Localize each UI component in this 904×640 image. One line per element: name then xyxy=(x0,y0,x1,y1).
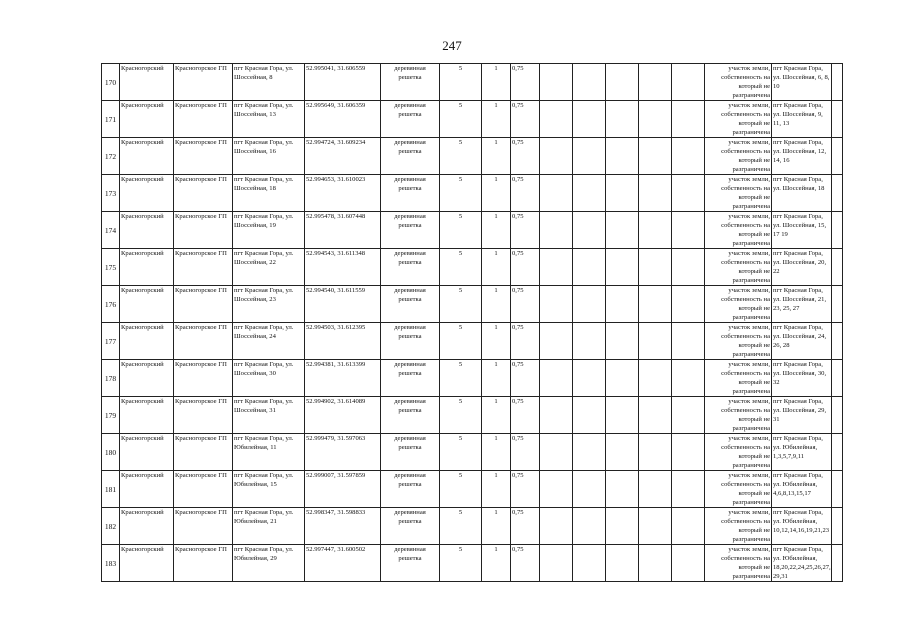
row-number: 181 xyxy=(102,471,120,508)
count-a-cell: 5 xyxy=(440,323,482,360)
coordinates-cell: 52.995649, 31.606359 xyxy=(305,101,381,138)
count-a-cell: 5 xyxy=(440,212,482,249)
district-cell: Красногорский xyxy=(120,249,174,286)
row-number: 174 xyxy=(102,212,120,249)
empty-cell xyxy=(573,508,606,545)
district-cell: Красногорский xyxy=(120,360,174,397)
empty-cell xyxy=(639,286,672,323)
served-addresses-cell: пгт Красная Гора, ул. Шоссейная, 15, 17 19 xyxy=(772,212,832,249)
table-row xyxy=(102,64,843,101)
empty-cell xyxy=(540,175,573,212)
ownership-cell: участок земли, собственность на который не разграничена xyxy=(705,212,772,249)
count-b-cell: 1 xyxy=(482,249,511,286)
empty-cell xyxy=(672,64,705,101)
volume-cell: 0,75 xyxy=(511,434,540,471)
ownership-cell: участок земли, собственность на который не разграничена xyxy=(705,286,772,323)
empty-cell xyxy=(573,323,606,360)
empty-cell xyxy=(606,323,639,360)
served-addresses-cell: пгт Красная Гора, ул. Шоссейная, 6, 8, 10 xyxy=(772,64,832,101)
served-addresses-cell: пгт Красная Гора, ул. Шоссейная, 18 xyxy=(772,175,832,212)
container-type-cell: деревянная решетка xyxy=(381,323,440,360)
table-body xyxy=(102,64,843,582)
coordinates-cell: 52.995041, 31.606559 xyxy=(305,64,381,101)
empty-cell xyxy=(672,286,705,323)
table-row xyxy=(102,212,843,249)
district-cell: Красногорский xyxy=(120,471,174,508)
empty-cell xyxy=(540,64,573,101)
coordinates-cell: 52.994381, 31.613399 xyxy=(305,360,381,397)
coordinates-cell: 52.994540, 31.611559 xyxy=(305,286,381,323)
container-type-cell: деревянная решетка xyxy=(381,360,440,397)
count-a-cell: 5 xyxy=(440,175,482,212)
container-type-cell: деревянная решетка xyxy=(381,471,440,508)
container-type-cell: деревянная решетка xyxy=(381,508,440,545)
coordinates-cell: 52.998347, 31.598833 xyxy=(305,508,381,545)
served-addresses-cell: пгт Красная Гора, ул. Юбилейная, 1,3,5,7,9,11 xyxy=(772,434,832,471)
empty-cell xyxy=(672,249,705,286)
empty-cell xyxy=(606,508,639,545)
settlement-cell: Красногорское ГП xyxy=(174,471,233,508)
count-a-cell: 5 xyxy=(440,434,482,471)
ownership-cell: участок земли, собственность на который не разграничена xyxy=(705,249,772,286)
empty-cell xyxy=(573,138,606,175)
empty-cell xyxy=(573,175,606,212)
empty-cell xyxy=(573,286,606,323)
empty-cell xyxy=(832,64,843,101)
address-cell: пгт Красная Гора, ул. Шоссейная, 31 xyxy=(233,397,305,434)
empty-cell xyxy=(832,101,843,138)
empty-cell xyxy=(540,434,573,471)
address-cell: пгт Красная Гора, ул. Шоссейная, 8 xyxy=(233,64,305,101)
address-cell: пгт Красная Гора, ул. Шоссейная, 22 xyxy=(233,249,305,286)
empty-cell xyxy=(606,545,639,582)
container-type-cell: деревянная решетка xyxy=(381,434,440,471)
district-cell: Красногорский xyxy=(120,64,174,101)
empty-cell xyxy=(639,508,672,545)
empty-cell xyxy=(573,101,606,138)
empty-cell xyxy=(573,545,606,582)
address-cell: пгт Красная Гора, ул. Шоссейная, 23 xyxy=(233,286,305,323)
count-b-cell: 1 xyxy=(482,508,511,545)
district-cell: Красногорский xyxy=(120,175,174,212)
row-number: 172 xyxy=(102,138,120,175)
volume-cell: 0,75 xyxy=(511,138,540,175)
coordinates-cell: 52.999007, 31.597859 xyxy=(305,471,381,508)
district-cell: Красногорский xyxy=(120,508,174,545)
empty-cell xyxy=(672,471,705,508)
count-a-cell: 5 xyxy=(440,286,482,323)
empty-cell xyxy=(606,64,639,101)
table-row xyxy=(102,286,843,323)
address-cell: пгт Красная Гора, ул. Юбилейная, 15 xyxy=(233,471,305,508)
count-b-cell: 1 xyxy=(482,397,511,434)
district-cell: Красногорский xyxy=(120,397,174,434)
page-number: 247 xyxy=(442,38,462,53)
volume-cell: 0,75 xyxy=(511,360,540,397)
table-row xyxy=(102,397,843,434)
ownership-cell: участок земли, собственность на который не разграничена xyxy=(705,397,772,434)
district-cell: Красногорский xyxy=(120,545,174,582)
empty-cell xyxy=(639,64,672,101)
coordinates-cell: 52.994902, 31.614089 xyxy=(305,397,381,434)
table-row xyxy=(102,138,843,175)
ownership-cell: участок земли, собственность на который не разграничена xyxy=(705,64,772,101)
row-number: 182 xyxy=(102,508,120,545)
empty-cell xyxy=(606,360,639,397)
empty-cell xyxy=(672,212,705,249)
count-a-cell: 5 xyxy=(440,138,482,175)
empty-cell xyxy=(832,212,843,249)
row-number: 175 xyxy=(102,249,120,286)
volume-cell: 0,75 xyxy=(511,471,540,508)
district-cell: Красногорский xyxy=(120,286,174,323)
empty-cell xyxy=(832,397,843,434)
empty-cell xyxy=(639,323,672,360)
table-row xyxy=(102,249,843,286)
settlement-cell: Красногорское ГП xyxy=(174,434,233,471)
settlement-cell: Красногорское ГП xyxy=(174,508,233,545)
empty-cell xyxy=(540,101,573,138)
empty-cell xyxy=(672,138,705,175)
settlement-cell: Красногорское ГП xyxy=(174,286,233,323)
empty-cell xyxy=(573,360,606,397)
settlement-cell: Красногорское ГП xyxy=(174,175,233,212)
ownership-cell: участок земли, собственность на который не разграничена xyxy=(705,434,772,471)
empty-cell xyxy=(832,175,843,212)
empty-cell xyxy=(639,545,672,582)
count-b-cell: 1 xyxy=(482,212,511,249)
row-number: 179 xyxy=(102,397,120,434)
table-row xyxy=(102,434,843,471)
empty-cell xyxy=(832,249,843,286)
empty-cell xyxy=(606,249,639,286)
empty-cell xyxy=(540,397,573,434)
empty-cell xyxy=(606,397,639,434)
address-cell: пгт Красная Гора, ул. Шоссейная, 13 xyxy=(233,101,305,138)
empty-cell xyxy=(573,64,606,101)
container-type-cell: деревянная решетка xyxy=(381,286,440,323)
row-number: 177 xyxy=(102,323,120,360)
count-a-cell: 5 xyxy=(440,545,482,582)
container-type-cell: деревянная решетка xyxy=(381,101,440,138)
empty-cell xyxy=(832,471,843,508)
coordinates-cell: 52.994653, 31.610023 xyxy=(305,175,381,212)
table-row xyxy=(102,545,843,582)
address-cell: пгт Красная Гора, ул. Юбилейная, 29 xyxy=(233,545,305,582)
empty-cell xyxy=(540,212,573,249)
empty-cell xyxy=(540,508,573,545)
address-cell: пгт Красная Гора, ул. Шоссейная, 30 xyxy=(233,360,305,397)
count-b-cell: 1 xyxy=(482,138,511,175)
empty-cell xyxy=(639,212,672,249)
empty-cell xyxy=(606,212,639,249)
volume-cell: 0,75 xyxy=(511,545,540,582)
empty-cell xyxy=(639,360,672,397)
empty-cell xyxy=(672,323,705,360)
ownership-cell: участок земли, собственность на который не разграничена xyxy=(705,138,772,175)
empty-cell xyxy=(672,101,705,138)
container-type-cell: деревянная решетка xyxy=(381,545,440,582)
settlement-cell: Красногорское ГП xyxy=(174,64,233,101)
volume-cell: 0,75 xyxy=(511,175,540,212)
empty-cell xyxy=(832,360,843,397)
empty-cell xyxy=(672,545,705,582)
empty-cell xyxy=(540,249,573,286)
count-a-cell: 5 xyxy=(440,249,482,286)
coordinates-cell: 52.999479, 31.597063 xyxy=(305,434,381,471)
empty-cell xyxy=(672,175,705,212)
ownership-cell: участок земли, собственность на который не разграничена xyxy=(705,175,772,212)
empty-cell xyxy=(606,286,639,323)
empty-cell xyxy=(639,138,672,175)
ownership-cell: участок земли, собственность на который не разграничена xyxy=(705,323,772,360)
volume-cell: 0,75 xyxy=(511,101,540,138)
count-b-cell: 1 xyxy=(482,286,511,323)
count-b-cell: 1 xyxy=(482,64,511,101)
empty-cell xyxy=(540,323,573,360)
count-a-cell: 5 xyxy=(440,64,482,101)
empty-cell xyxy=(672,434,705,471)
served-addresses-cell: пгт Красная Гора, ул. Шоссейная, 20, 22 xyxy=(772,249,832,286)
empty-cell xyxy=(639,397,672,434)
empty-cell xyxy=(573,434,606,471)
empty-cell xyxy=(573,212,606,249)
row-number: 176 xyxy=(102,286,120,323)
settlement-cell: Красногорское ГП xyxy=(174,249,233,286)
count-b-cell: 1 xyxy=(482,545,511,582)
empty-cell xyxy=(672,397,705,434)
served-addresses-cell: пгт Красная Гора, ул. Шоссейная, 29, 31 xyxy=(772,397,832,434)
empty-cell xyxy=(832,508,843,545)
empty-cell xyxy=(639,249,672,286)
empty-cell xyxy=(832,286,843,323)
settlement-cell: Красногорское ГП xyxy=(174,212,233,249)
served-addresses-cell: пгт Красная Гора, ул. Шоссейная, 21, 23, 25, 27 xyxy=(772,286,832,323)
district-cell: Красногорский xyxy=(120,101,174,138)
empty-cell xyxy=(540,545,573,582)
address-cell: пгт Красная Гора, ул. Шоссейная, 18 xyxy=(233,175,305,212)
count-b-cell: 1 xyxy=(482,175,511,212)
ownership-cell: участок земли, собственность на который не разграничена xyxy=(705,360,772,397)
settlement-cell: Красногорское ГП xyxy=(174,138,233,175)
ownership-cell: участок земли, собственность на который не разграничена xyxy=(705,101,772,138)
empty-cell xyxy=(639,434,672,471)
count-a-cell: 5 xyxy=(440,508,482,545)
address-cell: пгт Красная Гора, ул. Шоссейная, 16 xyxy=(233,138,305,175)
count-a-cell: 5 xyxy=(440,360,482,397)
count-b-cell: 1 xyxy=(482,471,511,508)
district-cell: Красногорский xyxy=(120,323,174,360)
row-number: 183 xyxy=(102,545,120,582)
empty-cell xyxy=(639,101,672,138)
row-number: 170 xyxy=(102,64,120,101)
volume-cell: 0,75 xyxy=(511,286,540,323)
registry-table xyxy=(101,63,843,582)
count-b-cell: 1 xyxy=(482,323,511,360)
volume-cell: 0,75 xyxy=(511,508,540,545)
volume-cell: 0,75 xyxy=(511,212,540,249)
row-number: 173 xyxy=(102,175,120,212)
served-addresses-cell: пгт Красная Гора, ул. Юбилейная, 18,20,22,24,25,26,27, 29,31 xyxy=(773,546,831,580)
table-row xyxy=(102,101,843,138)
container-type-cell: деревянная решетка xyxy=(381,397,440,434)
empty-cell xyxy=(639,175,672,212)
count-a-cell: 5 xyxy=(440,397,482,434)
row-number: 171 xyxy=(102,101,120,138)
container-type-cell: деревянная решетка xyxy=(381,64,440,101)
address-cell: пгт Красная Гора, ул. Шоссейная, 19 xyxy=(233,212,305,249)
ownership-cell: участок земли, собственность на который не разграничена xyxy=(705,471,772,508)
empty-cell xyxy=(832,434,843,471)
count-b-cell: 1 xyxy=(482,434,511,471)
count-b-cell: 1 xyxy=(482,101,511,138)
ownership-cell: участок земли, собственность на который не разграничена xyxy=(705,545,772,582)
empty-cell xyxy=(672,360,705,397)
row-number: 180 xyxy=(102,434,120,471)
row-number: 178 xyxy=(102,360,120,397)
volume-cell: 0,75 xyxy=(511,323,540,360)
address-cell: пгт Красная Гора, ул. Юбилейная, 21 xyxy=(233,508,305,545)
table-row xyxy=(102,360,843,397)
container-type-cell: деревянная решетка xyxy=(381,175,440,212)
district-cell: Красногорский xyxy=(120,434,174,471)
coordinates-cell: 52.994503, 31.612395 xyxy=(305,323,381,360)
empty-cell xyxy=(832,138,843,175)
empty-cell xyxy=(672,508,705,545)
settlement-cell: Красногорское ГП xyxy=(174,360,233,397)
served-addresses-cell: пгт Красная Гора, ул. Юбилейная, 4,6,8,13,15,17 xyxy=(772,471,832,508)
district-cell: Красногорский xyxy=(120,212,174,249)
volume-cell: 0,75 xyxy=(511,64,540,101)
count-a-cell: 5 xyxy=(440,471,482,508)
container-type-cell: деревянная решетка xyxy=(381,249,440,286)
served-addresses-cell: пгт Красная Гора, ул. Шоссейная, 9, 11, 13 xyxy=(772,101,832,138)
empty-cell xyxy=(606,175,639,212)
address-cell: пгт Красная Гора, ул. Шоссейная, 24 xyxy=(233,323,305,360)
container-type-cell: деревянная решетка xyxy=(381,138,440,175)
count-a-cell: 5 xyxy=(440,101,482,138)
empty-cell xyxy=(540,286,573,323)
empty-cell xyxy=(573,249,606,286)
served-addresses-cell: пгт Красная Гора, ул. Шоссейная, 30, 32 xyxy=(772,360,832,397)
coordinates-cell: 52.997447, 31.600502 xyxy=(305,545,381,582)
empty-cell xyxy=(639,471,672,508)
address-cell: пгт Красная Гора, ул. Юбилейная, 11 xyxy=(233,434,305,471)
table-row xyxy=(102,323,843,360)
volume-cell: 0,75 xyxy=(511,249,540,286)
empty-cell xyxy=(540,138,573,175)
table-row xyxy=(102,508,843,545)
settlement-cell: Красногорское ГП xyxy=(174,397,233,434)
empty-cell xyxy=(606,101,639,138)
empty-cell xyxy=(606,471,639,508)
served-addresses-cell: пгт Красная Гора, ул. Шоссейная, 12, 14, 16 xyxy=(772,138,832,175)
table-row xyxy=(102,175,843,212)
settlement-cell: Красногорское ГП xyxy=(174,101,233,138)
empty-cell xyxy=(573,471,606,508)
table-row xyxy=(102,471,843,508)
count-b-cell: 1 xyxy=(482,360,511,397)
volume-cell: 0,75 xyxy=(511,397,540,434)
empty-cell xyxy=(832,545,843,582)
empty-cell xyxy=(540,471,573,508)
served-addresses-cell: пгт Красная Гора, ул. Юбилейная, 10,12,14,16,19,21,23 xyxy=(772,508,832,545)
district-cell: Красногорский xyxy=(120,138,174,175)
container-type-cell: деревянная решетка xyxy=(381,212,440,249)
empty-cell xyxy=(540,360,573,397)
empty-cell xyxy=(832,323,843,360)
ownership-cell: участок земли, собственность на который не разграничена xyxy=(705,508,772,545)
coordinates-cell: 52.994724, 31.609234 xyxy=(305,138,381,175)
empty-cell xyxy=(606,138,639,175)
served-addresses-cell: пгт Красная Гора, ул. Шоссейная, 24, 26, 28 xyxy=(772,323,832,360)
empty-cell xyxy=(606,434,639,471)
settlement-cell: Красногорское ГП xyxy=(174,545,233,582)
coordinates-cell: 52.994543, 31.611348 xyxy=(305,249,381,286)
coordinates-cell: 52.995478, 31.607448 xyxy=(305,212,381,249)
settlement-cell: Красногорское ГП xyxy=(174,323,233,360)
empty-cell xyxy=(573,397,606,434)
